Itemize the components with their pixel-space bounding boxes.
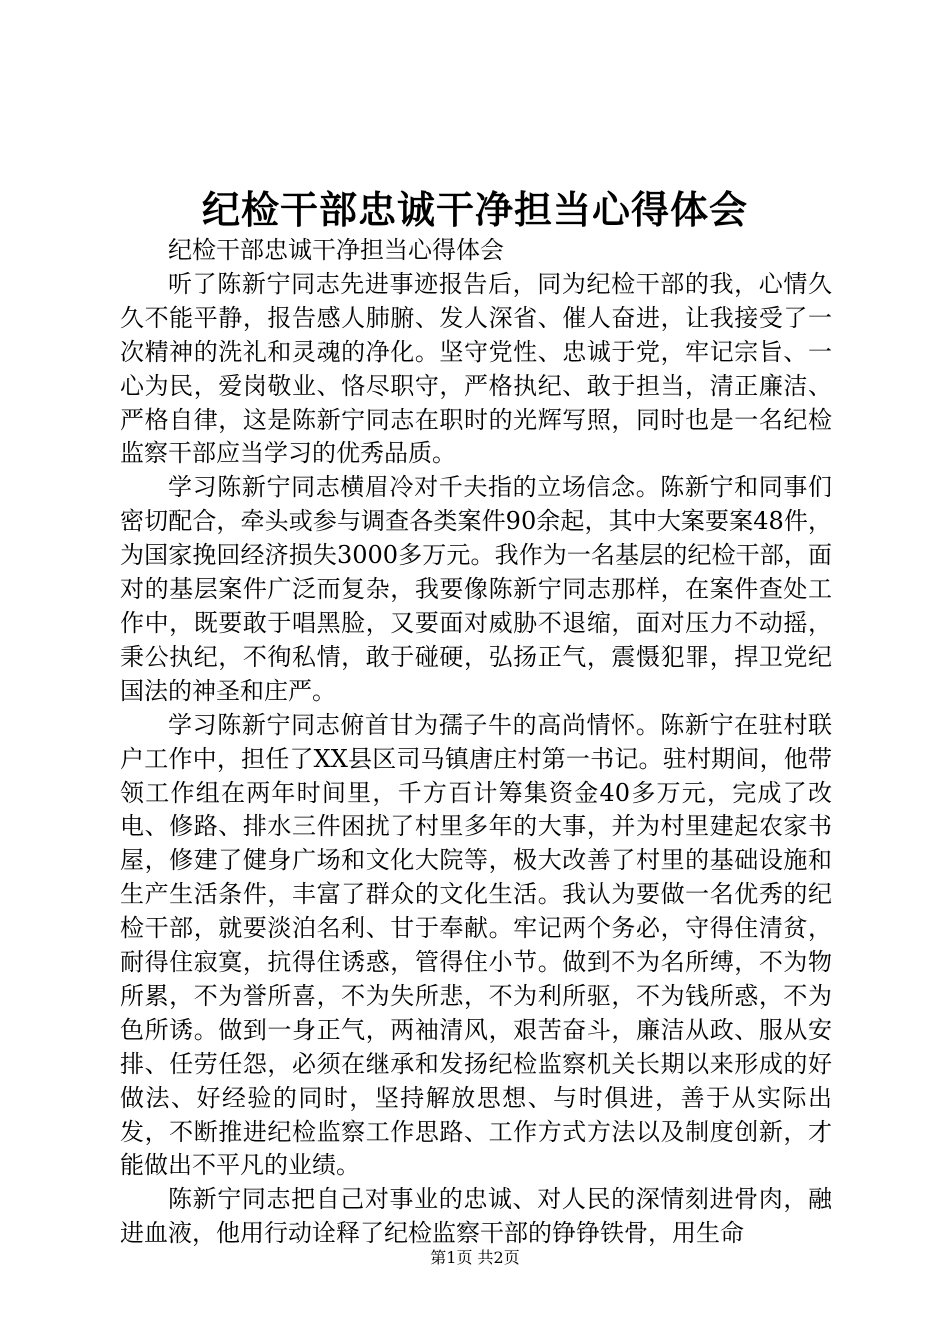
document-body — [120, 234, 832, 1251]
paragraph-dedication: 学习陈新宁同志俯首甘为孺子牛的高尚情怀。陈新宁在驻村联户工作中，担任了XX县区司马镇唐庄村第一书记。驻村期间，他带领工作组在两年时间里，千方百计筹集资金40多万元，完成了改电、修路、排水三件困扰了村里多年的大事，并为村里建起农家书屋，修建了健身广场和文化大院等，极大改善了村里的基础设施和生产生活条件，丰富了群众的文化生活。我认为要做一名优秀的纪检干部，就要淡泊名利、甘于奉献。牢记两个务必，守得住清贫，耐得住寂寞，抗得住诱惑，管得住小节。做到不为名所缚，不为物所累，不为誉所喜，不为失所悲，不为利所驱，不为钱所惑，不为色所诱。做到一身正气，两袖清风，艰苦奋斗，廉洁从政、服从安排、任劳任怨，必须在继承和发扬纪检监察机关长期以来形成的好做法、好经验的同时，坚持解放思想、与时俱进，善于从实际出发，不断推进纪检监察工作思路、工作方式方法以及制度创新，才能做出不平凡的业绩。 — [120, 710, 832, 1180]
paragraph-stance: 学习陈新宁同志横眉冷对千夫指的立场信念。陈新宁和同事们密切配合，牵头或参与调查各类案件90余起，其中大案要案48件，为国家挽回经济损失3000多万元。我作为一名基层的纪检干部，面对的基层案件广泛而复杂，我要像陈新宁同志那样，在案件查处工作中，既要敢于唱黑脸，又要面对威胁不退缩，面对压力不动摇，秉公执纪，不徇私情，敢于碰硬，弘扬正气，震慑犯罪，捍卫党纪国法的神圣和庄严。 — [120, 473, 832, 705]
document-title: 纪检干部忠诚干净担当心得体会 — [201, 187, 748, 232]
paragraph-intro: 听了陈新宁同志先进事迹报告后，同为纪检干部的我，心情久久不能平静，报告感人肺腑、发人深省、催人奋进，让我接受了一次精神的洗礼和灵魂的净化。坚守党性、忠诚于党，牢记宗旨、一心为民，爱岗敬业、恪尽职守，严格执纪、敢于担当，清正廉洁、严格自律，这是陈新宁同志在职时的光辉写照，同时也是一名纪检监察干部应当学习的优秀品质。 — [120, 269, 832, 468]
paragraph-conclusion: 陈新宁同志把自己对事业的忠诚、对人民的深情刻进骨肉，融进血液，他用行动诠释了纪检监察干部的铮铮铁骨，用生命 — [120, 1185, 832, 1248]
paragraph-subtitle: 纪检干部忠诚干净担当心得体会 — [168, 236, 504, 264]
page-number-footer: 第1页 共2页 — [430, 1248, 520, 1267]
